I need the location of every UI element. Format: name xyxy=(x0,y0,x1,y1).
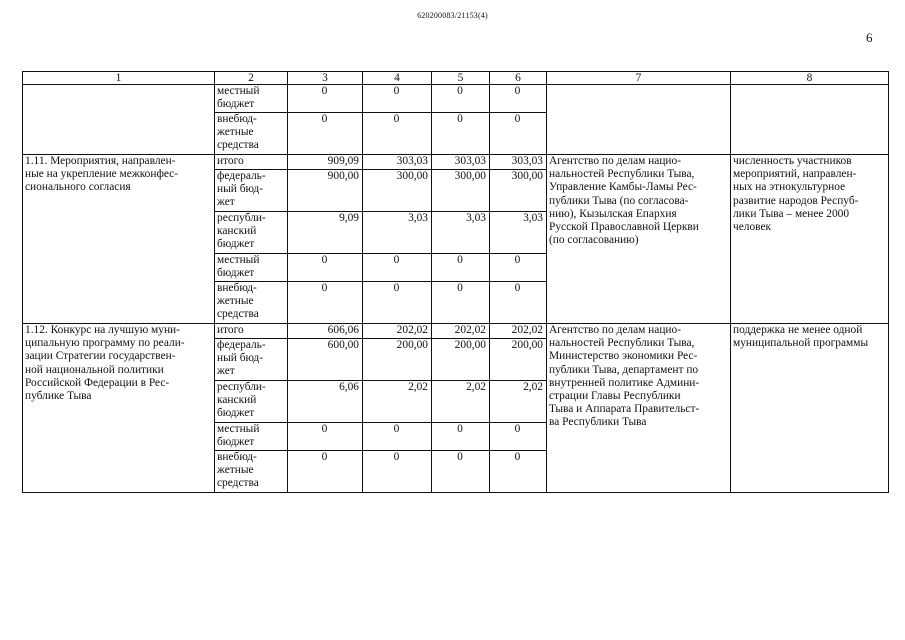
value-cell-col6: 0 xyxy=(490,423,547,451)
executors-cell: Агентство по делам нацио- нальностей Республики Тыва, Министерство экономики Рес- публики Тыва, департамент по внутренней политике Админи- страции Главы Республики Тыва и Аппарата Правительст- ва Республики Тыва xyxy=(547,324,731,493)
value-cell-col3: 0 xyxy=(288,423,363,451)
value-cell-col5: 202,02 xyxy=(432,324,490,339)
funding-source-cell: итого xyxy=(215,324,288,339)
value-cell-col4: 0 xyxy=(363,254,432,282)
result-cell: численность участников мероприятий, направлен- ных на этнокультурное развитие народов Респуб- лики Тыва – менее 2000 человек xyxy=(731,155,889,324)
funding-source-cell: местный бюджет xyxy=(215,85,288,113)
value-cell-col6: 0 xyxy=(490,254,547,282)
result-cell-empty xyxy=(731,85,889,155)
budget-table xyxy=(22,71,889,493)
column-header: 6 xyxy=(490,72,547,85)
value-cell-col3: 606,06 xyxy=(288,324,363,339)
event-name-cell-empty xyxy=(23,85,215,155)
column-header: 1 xyxy=(23,72,215,85)
value-cell-col3: 600,00 xyxy=(288,339,363,381)
value-cell-col3: 0 xyxy=(288,451,363,493)
funding-source-cell: федераль- ный бюд- жет xyxy=(215,339,288,381)
value-cell-col5: 2,02 xyxy=(432,381,490,423)
value-cell-col4: 0 xyxy=(363,451,432,493)
value-cell-col4: 303,03 xyxy=(363,155,432,170)
column-header: 8 xyxy=(731,72,889,85)
funding-source-cell: республи- канский бюджет xyxy=(215,381,288,423)
column-header: 3 xyxy=(288,72,363,85)
value-cell-col5: 0 xyxy=(432,423,490,451)
value-cell-col6: 200,00 xyxy=(490,339,547,381)
funding-source-cell: внебюд- жетные средства xyxy=(215,113,288,155)
value-cell-col4: 0 xyxy=(363,85,432,113)
value-cell-col4: 0 xyxy=(363,423,432,451)
value-cell-col5: 0 xyxy=(432,451,490,493)
table-row xyxy=(23,324,889,339)
value-cell-col5: 303,03 xyxy=(432,155,490,170)
value-cell-col6: 0 xyxy=(490,282,547,324)
value-cell-col4: 300,00 xyxy=(363,170,432,212)
result-cell: поддержка не менее одной муниципальной программы xyxy=(731,324,889,493)
value-cell-col3: 0 xyxy=(288,254,363,282)
value-cell-col6: 0 xyxy=(490,451,547,493)
value-cell-col6: 0 xyxy=(490,85,547,113)
value-cell-col6: 303,03 xyxy=(490,155,547,170)
value-cell-col3: 9,09 xyxy=(288,212,363,254)
funding-source-cell: местный бюджет xyxy=(215,254,288,282)
document-code: 620200083/21153(4) xyxy=(417,11,488,20)
event-name-cell: 1.11. Мероприятия, направлен- ные на укрепление межконфес- сионального согласия xyxy=(23,155,215,324)
value-cell-col4: 2,02 xyxy=(363,381,432,423)
value-cell-col5: 3,03 xyxy=(432,212,490,254)
table-row xyxy=(23,155,889,170)
funding-source-cell: федераль- ный бюд- жет xyxy=(215,170,288,212)
table-row xyxy=(23,85,889,113)
value-cell-col3: 6,06 xyxy=(288,381,363,423)
value-cell-col5: 0 xyxy=(432,85,490,113)
executors-cell: Агентство по делам нацио- нальностей Республики Тыва, Управление Камбы-Ламы Рес- публики Тыва (по согласова- нию), Кызылская Епархия Русской Православной Церкви (по согласованию) xyxy=(547,155,731,324)
funding-source-cell: внебюд- жетные средства xyxy=(215,451,288,493)
executors-cell-empty xyxy=(547,85,731,155)
funding-source-cell: республи- канский бюджет xyxy=(215,212,288,254)
value-cell-col6: 0 xyxy=(490,113,547,155)
header-row xyxy=(23,72,889,85)
event-name-cell: 1.12. Конкурс на лучшую муни- ципальную программу по реали- зации Стратегии государствен- ной национальной политики Российской Федерации в Рес- публике Тыва xyxy=(23,324,215,493)
value-cell-col3: 0 xyxy=(288,282,363,324)
value-cell-col6: 2,02 xyxy=(490,381,547,423)
value-cell-col6: 3,03 xyxy=(490,212,547,254)
value-cell-col6: 202,02 xyxy=(490,324,547,339)
funding-source-cell: итого xyxy=(215,155,288,170)
value-cell-col4: 3,03 xyxy=(363,212,432,254)
value-cell-col5: 200,00 xyxy=(432,339,490,381)
value-cell-col3: 0 xyxy=(288,113,363,155)
value-cell-col3: 0 xyxy=(288,85,363,113)
column-header: 2 xyxy=(215,72,288,85)
value-cell-col4: 202,02 xyxy=(363,324,432,339)
value-cell-col5: 0 xyxy=(432,113,490,155)
value-cell-col5: 0 xyxy=(432,254,490,282)
value-cell-col4: 0 xyxy=(363,113,432,155)
value-cell-col6: 300,00 xyxy=(490,170,547,212)
value-cell-col5: 0 xyxy=(432,282,490,324)
value-cell-col3: 909,09 xyxy=(288,155,363,170)
column-header: 4 xyxy=(363,72,432,85)
value-cell-col3: 900,00 xyxy=(288,170,363,212)
column-header: 5 xyxy=(432,72,490,85)
value-cell-col5: 300,00 xyxy=(432,170,490,212)
funding-source-cell: местный бюджет xyxy=(215,423,288,451)
value-cell-col4: 200,00 xyxy=(363,339,432,381)
page-number: 6 xyxy=(866,30,873,45)
column-header: 7 xyxy=(547,72,731,85)
funding-source-cell: внебюд- жетные средства xyxy=(215,282,288,324)
value-cell-col4: 0 xyxy=(363,282,432,324)
